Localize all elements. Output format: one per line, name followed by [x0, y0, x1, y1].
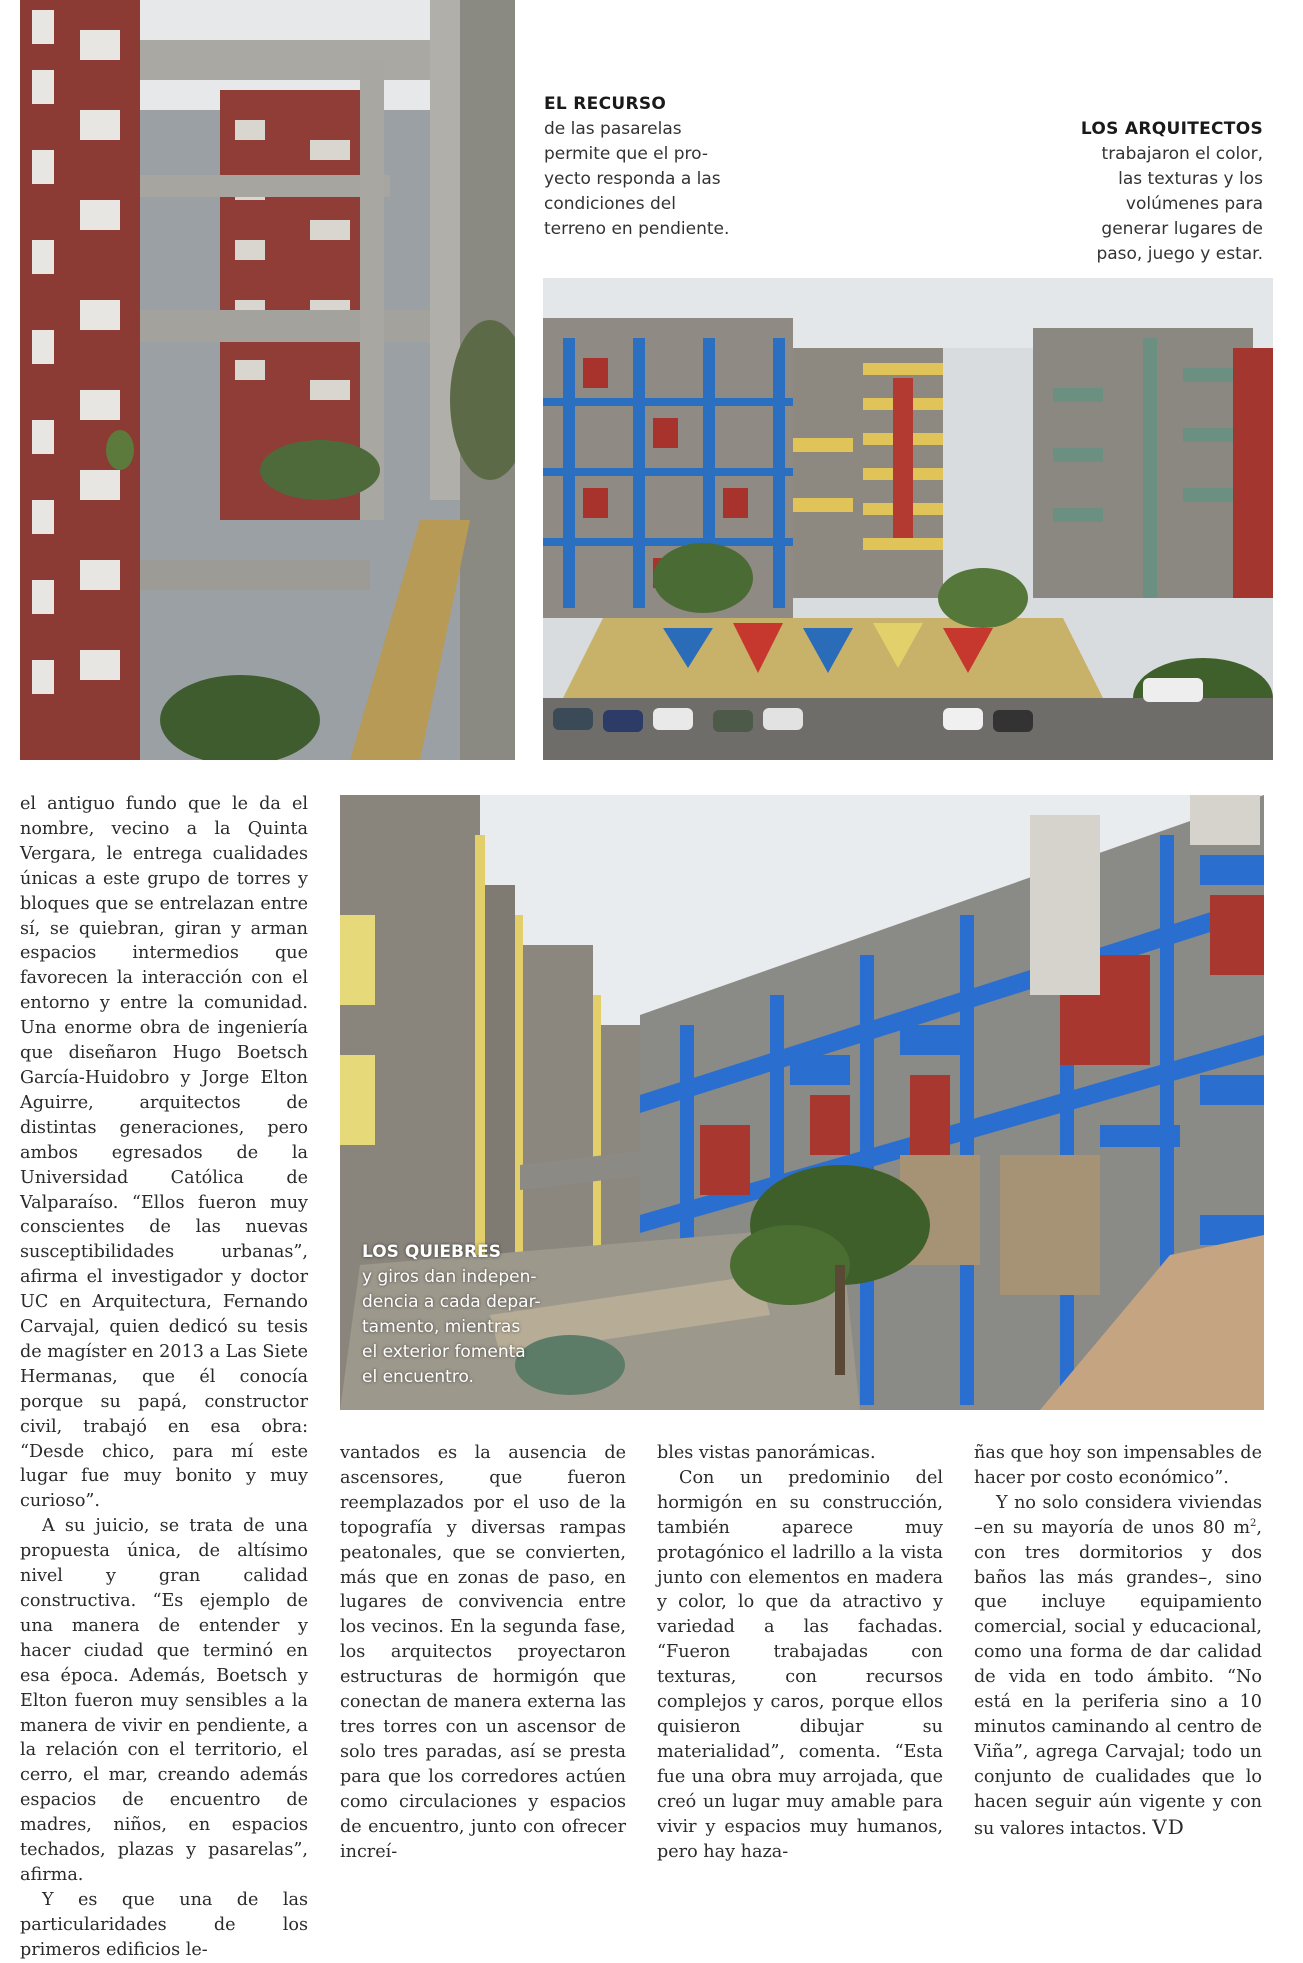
article-text: , con tres dormitorios y dos baños las más grandes–, sino que incluye equipamiento comercial, social y educacional, como una forma de dar calidad de vida en todo ámbito. “No está en la periferia sino a 10 minutos caminando al centro de Viña”, agrega Carvajal; todo un conjunto de cualidades que lo hacen seguir aún vigente y con su valores intactos.	[974, 1517, 1262, 1839]
caption-line: terreno en pendiente.	[544, 219, 730, 239]
caption-line: permite que el pro-	[544, 144, 709, 164]
caption-heading: LOS ARQUITECTOS	[1080, 119, 1263, 139]
article-column-3	[657, 1441, 943, 1864]
caption-line: generar lugares de	[1101, 219, 1263, 239]
caption-line: el exterior fomenta	[362, 1342, 526, 1362]
article-paragraph: A su juicio, se trata de una propuesta única, de altísimo nivel y gran calidad constructiva. “Es ejemplo de una manera de entender y hacer ciudad que terminó en esa época. Además, Boetsch y Elton fueron muy sensibles a la manera de vivir en pendiente, a la relación con el territorio, el cerro, el mar, creando además espacios de encuentro de madres, niños, en espacios techados, plazas y pasarelas”, afirma.	[20, 1516, 308, 1885]
article-paragraph: bles vistas panorámicas.	[657, 1443, 876, 1463]
article-text: Y no solo considera viviendas –en su mayoría de unos 80 m	[974, 1492, 1262, 1538]
caption-arquitectos	[1040, 117, 1263, 267]
caption-line: las texturas y los	[1118, 169, 1263, 189]
photo-walkways	[20, 0, 515, 760]
article-paragraph: ñas que hoy son impensables de hacer por costo económico”.	[974, 1443, 1262, 1488]
article-paragraph: vantados es la ausencia de ascensores, que fueron reemplazados por el uso de la topografía y diversas rampas peatonales, que se convierten, más que en zonas de paso, en lugares de convivencia entre los vecinos. En la segunda fase, los arquitectos proyectaron estructuras de hormigón que conectan de manera externa las tres torres con un ascensor de solo tres paradas, así se presta para que los corredores actúen como circulaciones y espacios de encuentro, junto con ofrecer increí-	[340, 1443, 626, 1862]
caption-line: paso, juego y estar.	[1096, 244, 1263, 264]
photo-colorful-blocks	[543, 278, 1273, 760]
caption-line: el encuentro.	[362, 1367, 474, 1387]
caption-line: volúmenes para	[1125, 194, 1263, 214]
article-column-4	[974, 1441, 1262, 1842]
end-mark-logo: VD	[1152, 1814, 1185, 1839]
caption-line: de las pasarelas	[544, 119, 682, 139]
article-paragraph: el antiguo fundo que le da el nombre, vecino a la Quinta Vergara, le entrega cualidades únicas a este grupo de torres y bloques que se entrelazan entre sí, se quiebran, giran y arman espacios intermedios que favorecen la interacción con el entorno y entre la comunidad. Una enorme obra de ingeniería que diseñaron Hugo Boetsch García-Huidobro y Jorge Elton Aguirre, arquitectos de distintas generaciones, pero ambos egresados de la Universidad Católica de Valparaíso. “Ellos fueron muy conscientes de las nuevas susceptibilidades urbanas”, afirma el investigador y doctor UC en Arquitectura, Fernando Carvajal, quien dedicó su tesis de magíster en 2013 a Las Siete Hermanas, que él conocía porque su papá, constructor civil, trabajó en esa obra: “Desde chico, para mí este lugar fue muy bonito y muy curioso”.	[20, 794, 308, 1512]
caption-line: trabajaron el color,	[1101, 144, 1263, 164]
caption-line: dencia a cada depar-	[362, 1292, 541, 1312]
article-paragraph: Con un predominio del hormigón en su construcción, también aparece muy protagónico el ladrillo a la vista junto con elementos en madera y color, lo que da atractivo y variedad a las fachadas. “Fueron trabajadas con texturas, con recursos complejos y caros, porque ellos quisieron dibujar su materialidad”, comenta. “Esta fue una obra muy arrojada, que creó un lugar muy amable para vivir y espacios muy humanos, pero hay haza-	[657, 1467, 943, 1862]
caption-quiebres	[362, 1240, 562, 1390]
article-column-2	[340, 1441, 626, 1864]
caption-recurso	[544, 92, 764, 242]
caption-line: condiciones del	[544, 194, 676, 214]
caption-heading: LOS QUIEBRES	[362, 1242, 501, 1262]
caption-line: tamento, mientras	[362, 1317, 521, 1337]
article-column-1	[20, 792, 308, 1963]
caption-line: y giros dan indepen-	[362, 1267, 537, 1287]
caption-heading: EL RECURSO	[544, 94, 667, 114]
caption-line: yecto responda a las	[544, 169, 721, 189]
article-paragraph	[974, 1491, 1262, 1842]
superscript: 2	[1250, 1517, 1257, 1529]
article-paragraph: Y es que una de las particularidades de los primeros edificios le-	[20, 1889, 308, 1960]
